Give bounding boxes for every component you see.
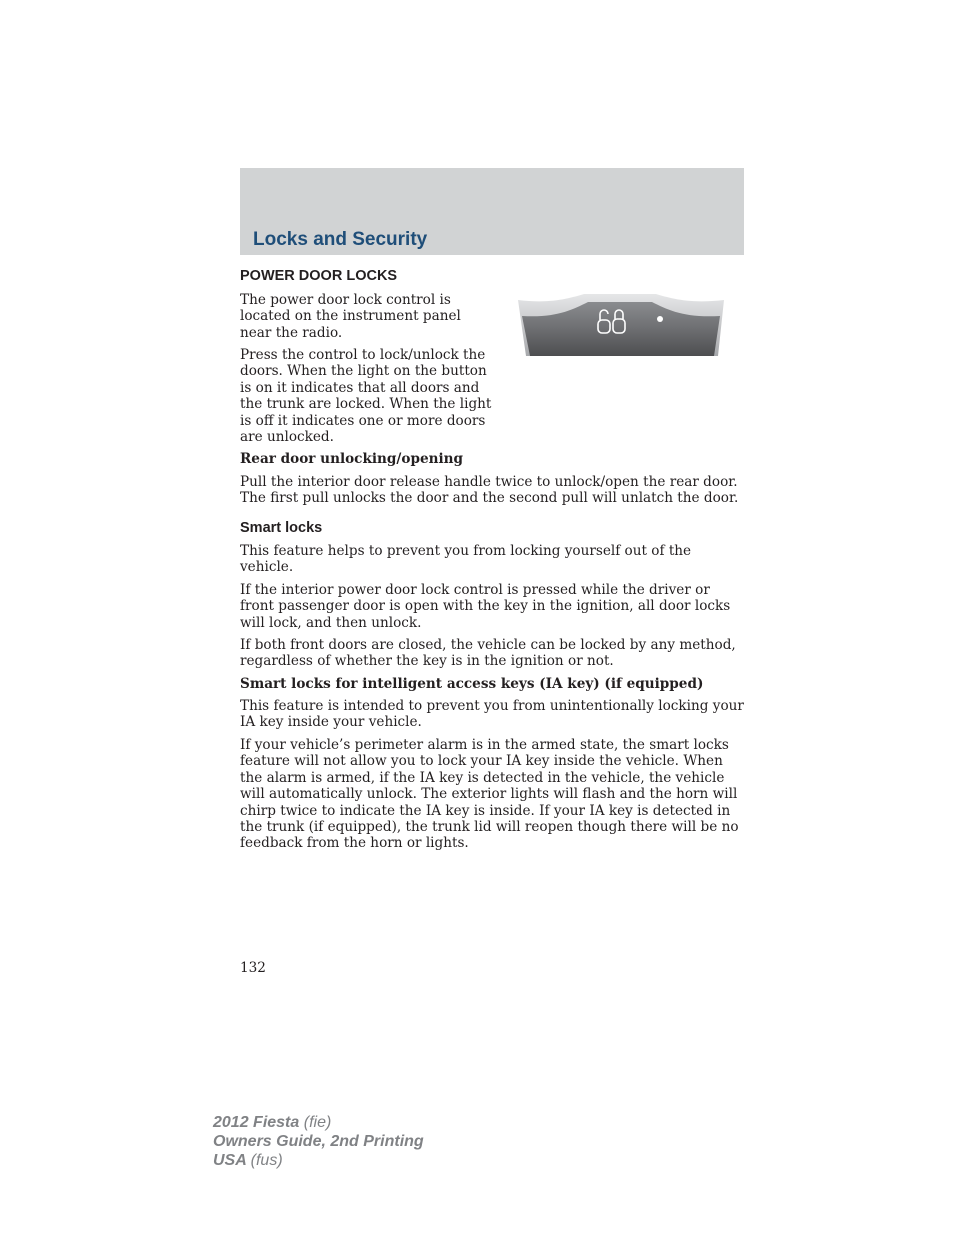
footer-line-3 (213, 1151, 533, 1170)
rear-door-heading: Rear door unlocking/opening (240, 451, 464, 467)
footer-line-1 (213, 1113, 533, 1132)
door-lock-control-illustration (512, 290, 728, 360)
section-header-band (240, 168, 744, 255)
smart-locks-para-3: If both front doors are closed, the vehicle can be locked by any method, regardless of whether the key is in the ignition or not. (240, 637, 736, 670)
smart-locks-para-1: This feature helps to prevent you from locking yourself out of the vehicle. (240, 543, 692, 576)
footer-line-2: Owners Guide, 2nd Printing (213, 1133, 424, 1150)
footer-model: 2012 Fiesta (213, 1114, 300, 1131)
rear-door-para-1: Pull the interior door release handle twice to unlock/open the rear door. The first pull unlocks the door and the second pull will unlatch the door. (240, 474, 739, 507)
footer-market-code: (fus) (250, 1152, 283, 1169)
smart-locks-ia-para-2: If your vehicle’s perimeter alarm is in the armed state, the smart locks feature will not allow you to lock your IA key inside the vehicle. When the alarm is armed, if the IA key is detected in the vehicle, the vehicle will automatically unlock. The exterior lights will flash and the horn will chirp twice to indicate the IA key is inside. If your IA key is detected in the trunk (if equipped), the trunk lid will reopen though there will be no feedback from the horn or lights. (240, 737, 739, 852)
smart-locks-ia-heading: Smart locks for intelligent access keys (IA key) (if equipped) (240, 676, 704, 692)
power-door-locks-para-2: Press the control to lock/unlock the doors. When the light on the button is on it indicates that all doors and the trunk are locked. When the light is off it indicates one or more doors are unlocked. (240, 347, 492, 446)
footer-model-code: (fie) (303, 1114, 332, 1131)
power-door-locks-para-1: The power door lock control is located on the instrument panel near the radio. (240, 292, 461, 341)
power-door-locks-heading: POWER DOOR LOCKS (240, 268, 398, 284)
smart-locks-para-2: If the interior power door lock control is pressed while the driver or front passenger door is open with the key in the ignition, all door locks will lock, and then unlock. (240, 582, 731, 631)
smart-locks-heading: Smart locks (240, 520, 323, 536)
footer-market: USA (213, 1152, 247, 1169)
page-number: 132 (240, 960, 266, 976)
section-title: Locks and Security (253, 229, 428, 250)
door-lock-control-icon (512, 290, 728, 360)
smart-locks-ia-para-1: This feature is intended to prevent you from unintentionally locking your IA key inside your vehicle. (240, 698, 744, 731)
footer-edition-info (213, 1113, 533, 1170)
